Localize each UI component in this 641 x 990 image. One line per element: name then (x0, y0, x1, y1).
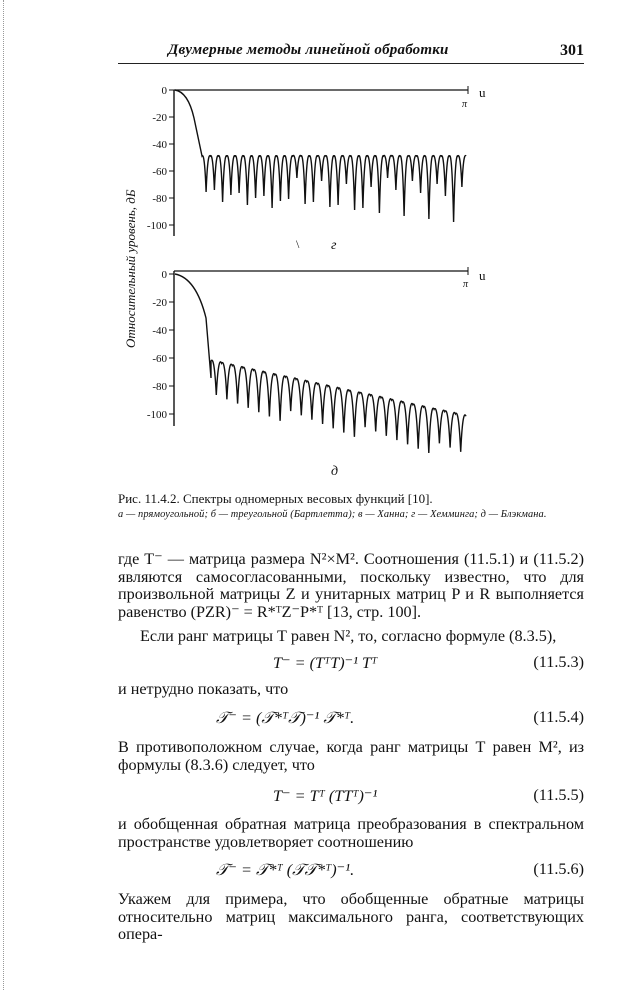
bottom-pi-label: π (463, 279, 469, 290)
equation-number: (11.5.3) (533, 653, 584, 671)
y-tick-label: -40 (152, 139, 167, 151)
top-tick-labels (147, 85, 168, 232)
equation-11-5-5 (118, 786, 584, 808)
paragraph-6: Укажем для примера, что обобщенные обратные матрицы относительно матриц максимального ранга, соответствующих опера- (118, 890, 584, 943)
bottom-panel (147, 267, 486, 479)
bottom-y-ticks (169, 274, 174, 414)
hamming-spectrum-curve (175, 90, 466, 222)
blackman-spectrum-curve (175, 274, 466, 453)
figure-caption: Рис. 11.4.2. Спектры одномерных весовых функций [10]. (118, 491, 433, 506)
y-tick-label: -20 (152, 112, 167, 124)
figure-caption-legend: а — прямоугольной; б — треугольной (Бартлетта); в — Ханна; г — Хемминга; д — Блэкмана. (118, 509, 547, 520)
bottom-tick-labels (147, 269, 168, 421)
y-tick-label: -80 (152, 193, 167, 205)
top-panel (147, 85, 486, 253)
page-edge-line (3, 0, 4, 990)
paragraph-4: В противоположном случае, когда ранг матрицы Т равен M², из формулы (8.3.6) следует, что (118, 738, 584, 774)
equation-11-5-4 (118, 708, 584, 730)
paragraph-2: Если ранг матрицы Т равен N², то, согласно формуле (8.3.5), (140, 627, 557, 645)
y-tick-label: -100 (146, 409, 167, 421)
y-axis-label: Относительный уровень, дБ (123, 189, 138, 348)
spectra-figure (110, 78, 490, 480)
equation-body: Т⁻ = (ТᵀТ)⁻¹ Тᵀ (273, 654, 378, 672)
header-rule (118, 63, 584, 64)
bottom-panel-tag: д (331, 464, 339, 479)
equation-number: (11.5.5) (533, 786, 584, 804)
y-tick-label: -40 (152, 325, 167, 337)
y-tick-label: -100 (146, 220, 167, 232)
equation-body: Т⁻ = Тᵀ (ТТᵀ)⁻¹ (273, 787, 378, 805)
running-head-title: Двумерные методы линейной обработки (168, 42, 449, 58)
top-pi-label: π (462, 99, 468, 110)
paragraph-1: где Т⁻ — матрица размера N²×M². Соотношения (11.5.1) и (11.5.2) являются самосогласованными, поскольку известно, что для произвольной матрицы Z и унитарных матриц P и R выполняется равенство (PZR)⁻ = R*ᵀZ⁻P*ᵀ [13, стр. 100]. (118, 550, 584, 621)
top-stray-mark: \ (296, 237, 300, 251)
paragraph-5: и обобщенная обратная матрица преобразования в спектральном пространстве удовлетворяет соотношению (118, 815, 584, 851)
y-tick-label: 0 (161, 269, 167, 281)
paragraph-3: и нетрудно показать, что (118, 680, 289, 698)
equation-number: (11.5.4) (533, 708, 584, 726)
equation-body: 𝒯⁻ = 𝒯*ᵀ (𝒯𝒯*ᵀ)⁻¹. (216, 861, 355, 879)
top-y-ticks (169, 90, 174, 225)
equation-11-5-3 (118, 653, 584, 675)
top-x-axis-label: u (479, 85, 486, 100)
page-number: 301 (560, 42, 584, 59)
y-tick-label: -20 (152, 297, 167, 309)
top-panel-tag: г (331, 238, 337, 253)
equation-11-5-6 (118, 860, 584, 882)
y-tick-label: -80 (152, 381, 167, 393)
bottom-x-axis-label: u (479, 268, 486, 283)
equation-number: (11.5.6) (533, 860, 584, 878)
y-tick-label: 0 (161, 85, 167, 97)
y-tick-label: -60 (152, 353, 167, 365)
y-tick-label: -60 (152, 166, 167, 178)
spectra-plots (110, 78, 490, 480)
running-head (118, 42, 584, 64)
equation-body: 𝒯⁻ = (𝒯*ᵀ𝒯)⁻¹ 𝒯*ᵀ. (216, 709, 355, 727)
